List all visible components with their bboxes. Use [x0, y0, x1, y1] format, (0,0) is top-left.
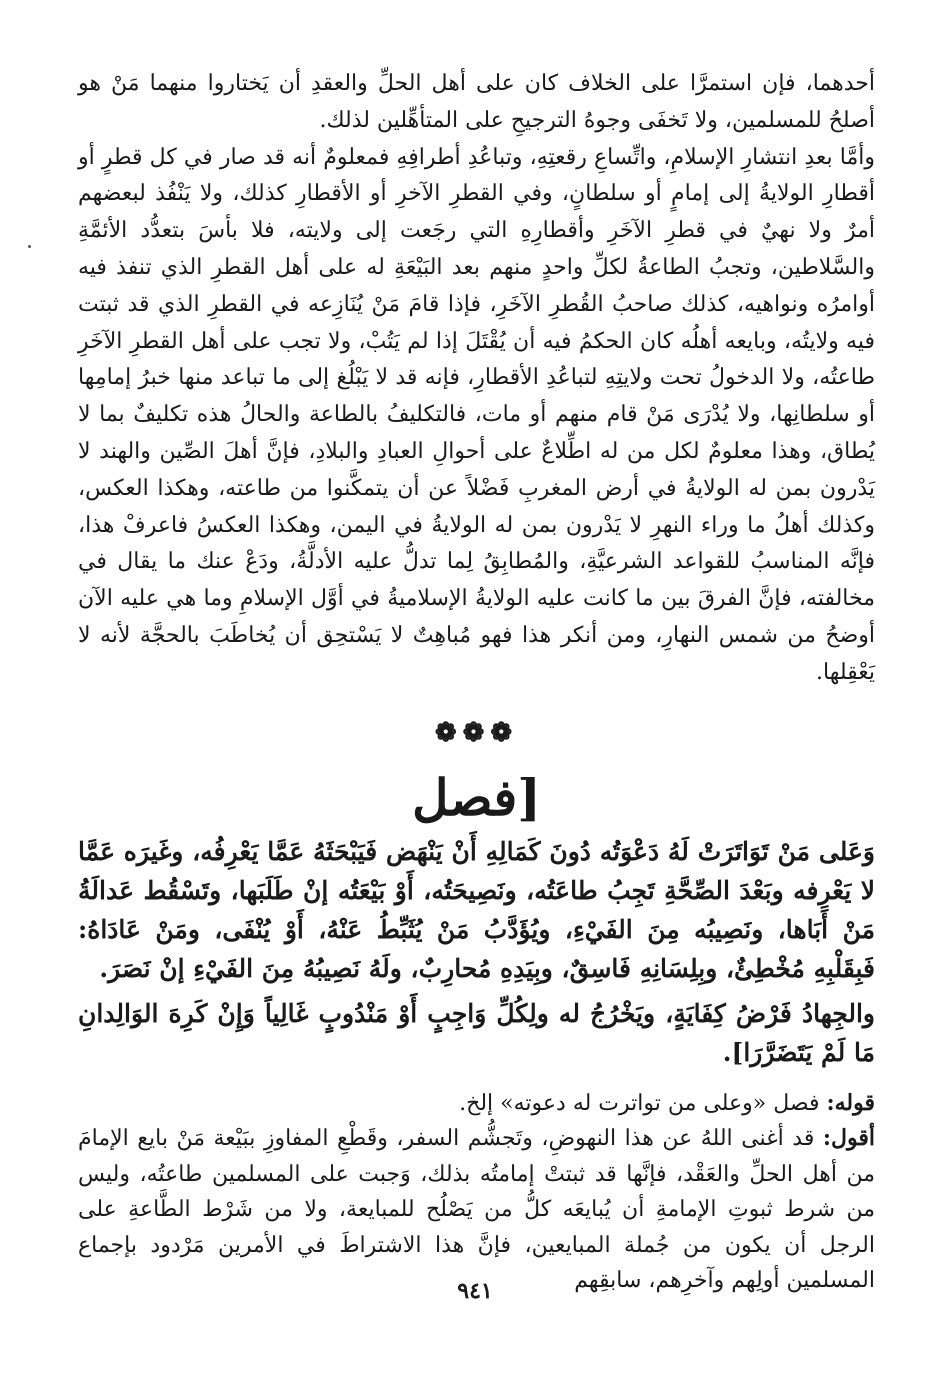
- paragraph-2: وأمَّا بعدِ انتشارِ الإسلامِ، واتِّساعِ رقعتِهِ، وتباعُدِ أطرافِهِ فمعلومٌ أنه قد صار في كل قطرٍ أو أقطارِ الولايةُ إلى إمامٍ أو سلطانٍ، وفي القطرِ الآخرِ أو الأقطارِ كذلك، ولا يَنْفُذ لبعضهم أمرٌ ولا نهيٌ في قطرِ الآخَرِ وأقطارِهِ التي رجَعت إلى ولايته، فلا بأسَ بتعدُّد الأئمَّةِ والسَّلاطين، وتجبُ الطاعةُ لكلِّ واحدٍ منهم بعد البَيْعَةِ له على أهل القطرِ الذي تنفذ فيه أوامرُه ونواهيه، كذلك صاحبُ القُطرِ الآخَرِ، فإذا قامَ مَنْ يُنَازِعه في القطرِ الذي قد ثبتت فيه ولايتُه، وبايعه أهلُه كان الحكمُ فيه أن يُقْتَلَ إذا لم يَتُبْ، ولا تجب على أهل القطرِ الآخَرِ طاعتُه، ولا الدخولُ تحت ولايتِهِ لتباعُدِ الأقطارِ، فإنه قد لا يَبْلُغ إلى ما تباعد منها خبرُ إمامِها أو سلطانِها، ولا يُدْرَى مَنْ قام منهم أو مات، فالتكليفُ بالطاعة والحالُ هذه تكليفٌ بما لا يُطاق، وهذا معلومٌ لكل من له اطِّلاعٌ على أحوالِ العبادِ والبلادِ، فإنَّ أهلَ الصِّين والهند لا يَدْرون بمن له الولايةُ في أرض المغربِ فَضْلاً عن أن يتمكَّنوا من طاعته، وهكذا العكس، وكذلك أهلُ ما وراء النهرِ لا يَدْرون بمن له الولايةُ في اليمن، وهكذا العكسُ فاعرفْ هذا، فإنَّه المناسبُ للقواعد الشرعيَّةِ، والمُطابِقُ لِما تدلُّ عليه الأدلَّةُ، ودَعْ عنك ما يقال في مخالفته، فإنَّ الفرقَ بين ما كانت عليه الولايةُ الإسلاميةُ في أوَّل الإسلامِ وما هي عليه الآن أوضحُ من شمس النهارِ، ومن أنكر هذا فهو مُباهِتٌ لا يَسْتحِق أن يُخاطَبَ بالحجَّة لأنه لا يَعْقِلها.: [78, 144, 875, 685]
- commentary-continuation: [78, 66, 875, 692]
- aqul-text: قد أغنى اللهُ عن هذا النهوضِ، وتَجشُّم السفر، وقَطْعِ المفاوزِ ببَيْعة مَنْ بايع الإمامَ من أهل الحلِّ والعَقْد، فإنَّها قد ثبتتْ إمامتُه بذلك، وَجبت على المسلمين طاعتُه، وليس من شرط ثبوتِ الإمامةِ أن يُبايعَه كلُّ من يَصْلُح للمبايعة، ولا من شَرْط الطَّاعةِ على الرجل أن يكون من جُملة المبايعين، فإنَّ هذا الاشتراطَ في الأمرين مَرْدود بإجماع المسلمين أولِهم وآخرِهم، سابقِهم: [78, 1126, 875, 1294]
- qawluh-line: [78, 1086, 875, 1122]
- aqul-paragraph: [78, 1121, 875, 1299]
- section-heading: [فصل: [412, 767, 541, 827]
- qawluh-label: قوله:: [826, 1089, 875, 1116]
- main-text: [78, 832, 875, 1072]
- qawluh-text: فصل «وعلى من تواترت له دعوته» إلخ.: [459, 1090, 820, 1116]
- margin-mark: [28, 245, 31, 248]
- commentary: [78, 1086, 875, 1299]
- matn-paragraph-2: والجِهادُ فَرْضُ كِفَايَةٍ، ويَخْرُجُ له ولِكُلِّ وَاجِبٍ أَوْ مَنْدُوبٍ غَالِياً وَإِنْ كَرِهَ الوَالِدانِ مَا لَمْ يَتَضَرَّرَا].: [78, 998, 875, 1067]
- page-number: ٩٤١: [457, 1278, 493, 1304]
- matn-paragraph-1: وَعَلى مَنْ تَوَاتَرَتْ لَهُ دَعْوَتُه دُونَ كَمَالِهِ أَنْ يَنْهَض فَيَبْحَثَهُ عَمَّا يَعْرِفُه، وغَيرَه عَمَّا لا يَعْرِفه وبَعْدَ الصِّحَّةِ تَجِبُ طاعَتُه، ونَصِيحَتُه، أَوْ بَيْعَتُه إنْ طَلَبَها، وتَسْقُط عَدالَةُ مَنْ أَبَاها، ونَصِيبُه مِنَ الفَيْءِ، ويُؤَدَّبُ مَنْ يُثَبِّطُ عَنْهُ، أَوْ يُنْفَى، ومَنْ عَادَاهُ: فَبِقَلْبِهِ مُخْطِئٌ، وبِلِسَانِهِ فَاسِقٌ، وبِيَدِهِ مُحارِبٌ، ولَهُ نَصِيبُهُ مِنَ الفَيْءِ إنْ نَصَرَ.: [78, 836, 875, 983]
- paragraph-1: أحدهما، فإن استمرَّا على الخلاف كان على أهل الحلِّ والعقدِ أن يَختاروا منهما مَنْ هو أصلحُ للمسلمين، ولا تَخفَى وجوهُ الترجيحِ على المتأهِّلين لذلك.: [78, 71, 875, 133]
- section-separator: ❁❁❁: [434, 717, 519, 748]
- aqul-label: أقول:: [822, 1125, 876, 1152]
